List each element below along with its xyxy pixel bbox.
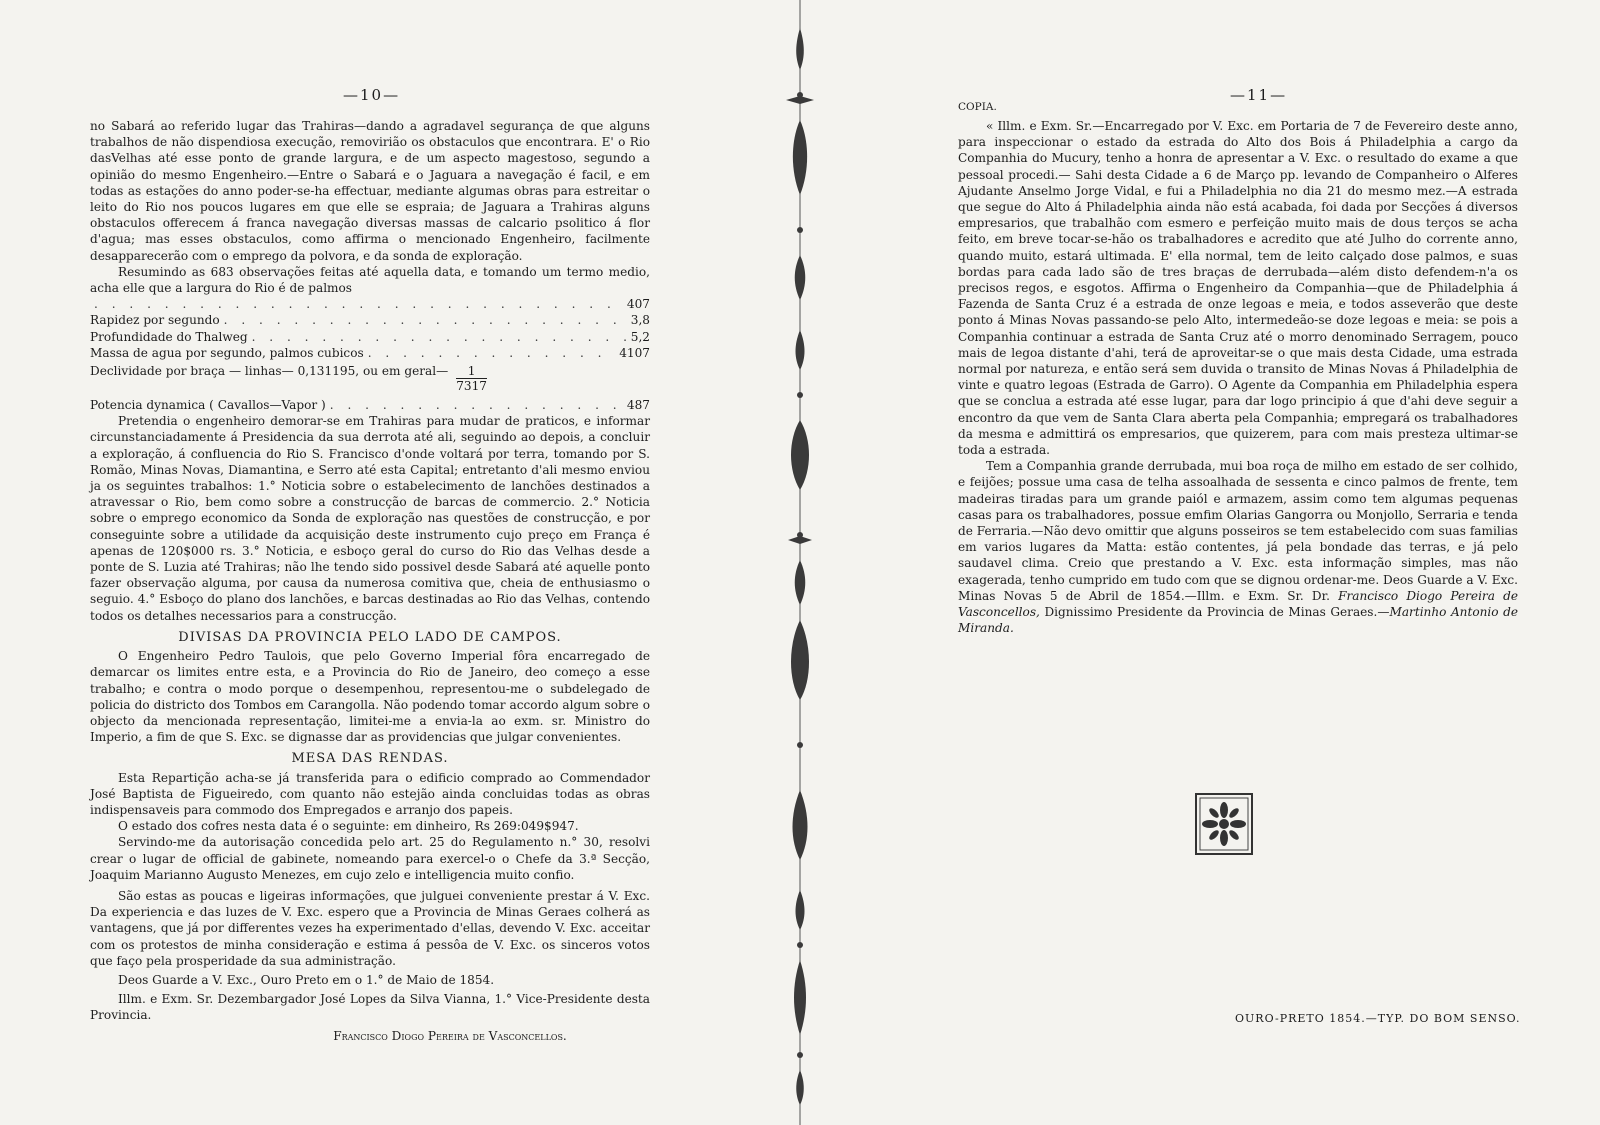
addressee-name: Francisco Diogo Pereira de Vasconcellos, — [958, 588, 1518, 620]
paragraph: no Sabará ao referido lugar das Trahiras—dando a agradavel segurança de que alguns trabalhos de não dispendiosa execução, removirião os obstaculos que encontrara. E' o Rio dasVelhas até esse ponto de grande largura, e de um aspecto magestoso, segundo a opinião do mesmo Engenheiro.—Entre o Sabará e o Jaguara a navegação é facil, e em todas as estações do anno poder-se-ha effectuar, mediante algumas obras para estreitar o leito do Rio nos poucos lugares em que elle se espraia; de Jaguara a Trahiras alguns obstaculos offerecem á franca navegação diversas massas de calcario psolitico á flor d'agua; mas esses obstaculos, como affirma o mencionado Engenheiro, facilmente desapparecerão com o emprego da polvora, e da sonda de exploração. — [90, 119, 650, 263]
table-value: 4107 — [619, 345, 650, 360]
section-heading: MESA DAS RENDAS. — [291, 751, 449, 767]
paragraph — [958, 458, 1518, 636]
signature: Francisco Diogo Pereira de Vasconcellos. — [333, 1028, 567, 1043]
declivity-label: Declividade por braça — linhas— 0,131195, ou em geral— — [90, 364, 449, 379]
right-page-text — [958, 118, 1518, 637]
right-page-number: —11— — [1230, 86, 1288, 104]
leader-dots — [94, 296, 623, 312]
right-page — [800, 0, 1600, 1125]
table-value: 5,2 — [630, 329, 650, 344]
leader-dots — [368, 345, 616, 361]
floral-ornament-icon — [1195, 793, 1253, 855]
paragraph: « Illm. e Exm. Sr.—Encarregado por V. Exc. em Portaria de 7 de Fevereiro deste anno, para inspeccionar o estado da estrada do Alto dos Bois á Philadelphia a cargo da Companhia do Mucury, tenho a honra de apresentar a V. Exc. o resultado do exame a que pessoal procedi.— Sahi desta Cidade a 6 de Março pp. levando de Companheiro o Alferes Ajudante Anselmo Jorge Vidal, e fui a Philadelphia no dia 21 do mesmo mez.—A estrada que segue do Alto á Philadelphia ainda não está acabada, foi dada por Secções á diversos empresarios, que trabalhão com esmero e perfeição muito mais de dous terços se acha feito, em breve tocar-se-hão os trabalhadores e acredito que até Julho do corrente anno, quando muito, estará ultimada. E' ella normal, tem de leito calçado dose palmos, e suas bordas para cada lado são de tres braças de derrubada—além disto defendem-n'a os precisos regos, e esgotos. Affirma o Engenheiro da Companhia—que de Philadelphia á Fazenda de Santa Cruz é a estrada de onze legoas e meia, e todos asseverão que deste ponto á Minas Novas passando-se pelo Alto, intermedeão-se doze legoas e meia: se pois a Companhia continuar a estrada de Santa Cruz até o morro denominado Serragem, pouco mais de legoa distante d'ahi, terá de aproveitar-se o que mais desta Cidade, uma estrada normal por natureza, e então será sem duvida o transito de Minas Novas á Philadelphia de vinte e quatro legoas (Estrada de Garro). O Agente da Companhia em Philadelphia espera que se conclua a estrada até esse lugar, para dar logo principio á que d'ahi deve seguir a encontro da que vem de Santa Clara aberta pela Companhia; empregará os trabalhadores da mesma e admittirá os empresarios, que quizerem, para com mais presteza ultimar-se toda a estrada. — [958, 119, 1518, 458]
declivity-fraction — [456, 364, 487, 393]
paragraph: Servindo-me da autorisação concedida pelo art. 25 do Regulamento n.° 30, resolvi crear o lugar de official de gabinete, nomeando para exercel-o o Chefe da 3.ª Secção, Joaquim Marianno Augusto Menezes, em cujo zelo e intelligencia muito confio. — [90, 835, 650, 882]
section-heading: DIVISAS DA PROVINCIA PELO LADO DE CAMPOS. — [178, 629, 562, 645]
colophon: OURO-PRETO 1854.—TYP. DO BOM SENSO. — [1235, 1012, 1521, 1025]
table-row — [90, 312, 650, 328]
table-value: 407 — [626, 297, 650, 312]
table-row — [90, 296, 650, 312]
paragraph-text: Tem a Companhia grande derrubada, mui boa roça de milho em estado de ser colhido, e feijões; possue uma casa de telha assoalhada de sessenta e cinco palmos de frente, tem madeiras tiradas para um grande paiól e armazem, assim como tem algumas pequenas casas para os trabalhadores, possue emfim Olarias Gangorra ou Monjollo, Serraria e tenda de Ferraria.—Não devo omittir que alguns posseiros se tem estabelecido com suas familias em varios lugares da Matta: estão contentes, já pela bondade das terras, e já pelo saudavel clima. Creio que prestando a V. Exc. esta informação simples, mas não exagerada, tenho cumprido em tudo com que se dignou ordenar-me. Deos Guarde a V. Exc. Minas Novas 5 de Abril de 1854.—Illm. e Exm. Sr. Dr. — [958, 459, 1519, 603]
left-page-number: —10— — [343, 86, 401, 104]
fraction-numerator: 1 — [456, 364, 487, 379]
fraction-denominator: 7317 — [456, 379, 487, 394]
author-signature: Martinho Antonio de Miranda. — [958, 605, 1518, 636]
table-label: Potencia dynamica ( Cavallos—Vapor ) — [90, 398, 326, 413]
table-value: 3,8 — [630, 313, 650, 328]
paragraph: Resumindo as 683 observações feitas até aquella data, e tomando um termo medio, acha elle que a largura do Rio é de palmos — [90, 264, 650, 296]
left-page-text — [90, 118, 650, 1044]
paragraph: Esta Repartição acha-se já transferida para o edificio comprado ao Commendador José Baptista de Figueiredo, com quanto não estejão ainda concluidas todas as obras indispensaveis para commodo dos Empregados e arranjo dos papeis. — [90, 770, 650, 817]
paragraph: São estas as poucas e ligeiras informações, que julguei conveniente prestar á V. Exc. Da experiencia e das luzes de V. Exc. espero que a Provincia de Minas Geraes colherá as vantagens, que já por differentes vezes ha experimentado d'ellas, devendo V. Exc. acceitar com os protestos de minha consideração e estima á pessôa de V. Exc. os sinceros votos que faço pela prosperidade da sua administração. — [90, 888, 650, 968]
declivity-row — [90, 363, 650, 393]
table-label: Rapidez por segundo — [90, 313, 220, 328]
table-value: 487 — [626, 398, 650, 413]
paragraph-text: Dignissimo Presidente da Provincia de Minas Geraes.— — [1044, 605, 1390, 620]
table-row — [90, 397, 650, 413]
paragraph: O estado dos cofres nesta data é o seguinte: em dinheiro, Rs 269:049$947. — [118, 819, 579, 834]
paragraph: O Engenheiro Pedro Taulois, que pelo Governo Imperial fôra encarregado de demarcar os limites entre esta, e a Provincia do Rio de Janeiro, deo começo a esse trabalho; e contra o modo porque o desempenhou, representou-me o subdelegado de policia do districto dos Tombos em Carangolla. Não podendo tomar accordo algum sobre o objecto da mencionada representação, limitei-me a envia-la ao exm. sr. Ministro do Imperio, a fim de que S. Exc. se dignasse dar as providencias que julgar convenientes. — [90, 649, 650, 745]
table-label: Profundidade do Thalweg — [90, 329, 248, 344]
copia-label: COPIA. — [958, 101, 997, 113]
table-row — [90, 345, 650, 361]
leader-dots — [224, 312, 627, 328]
paragraph: Deos Guarde a V. Exc., Ouro Preto em o 1.° de Maio de 1854. — [118, 972, 495, 987]
leader-dots — [252, 329, 627, 345]
paragraph: Illm. e Exm. Sr. Dezembargador José Lopes da Silva Vianna, 1.° Vice-Presidente desta Provincia. — [90, 992, 650, 1023]
table-row — [90, 329, 650, 345]
leader-dots — [330, 397, 623, 413]
paragraph: Pretendia o engenheiro demorar-se em Trahiras para mudar de praticos, e informar circunstanciadamente á Presidencia da sua derrota até ali, seguindo ao depois, a concluir a exploração, á confluencia do Rio S. Francisco d'onde voltará por terra, tomando por S. Romão, Minas Novas, Diamantina, e Serro até esta Capital; entretanto d'ali mesmo enviou ja os seguintes trabalhos: 1.° Noticia sobre o estabelecimento de lanchões destinados a atravessar o Rio, bem como sobre a construcção de barcas de commercio. 2.° Noticia sobre o emprego economico da Sonda de exploração nas questões de construcção, e por conseguinte sobre a utilidade da acquisição deste instrumento cujo preço em França é apenas de 120$000 rs. 3.° Noticia, e esboço geral do curso do Rio das Velhas desde a ponte de S. Luzia até Trahiras; não lhe tendo sido possivel desde Sabará até aquelle ponto fazer observação alguma, por causa da numerosa comitiva que, cheia de enthusiasmo o seguio. 4.° Esboço do plano dos lanchões, e barcas destinadas ao Rio das Velhas, contendo todos os detalhes necessarios para a construcção. — [90, 414, 650, 623]
table-label: Massa de agua por segundo, palmos cubicos — [90, 345, 364, 360]
